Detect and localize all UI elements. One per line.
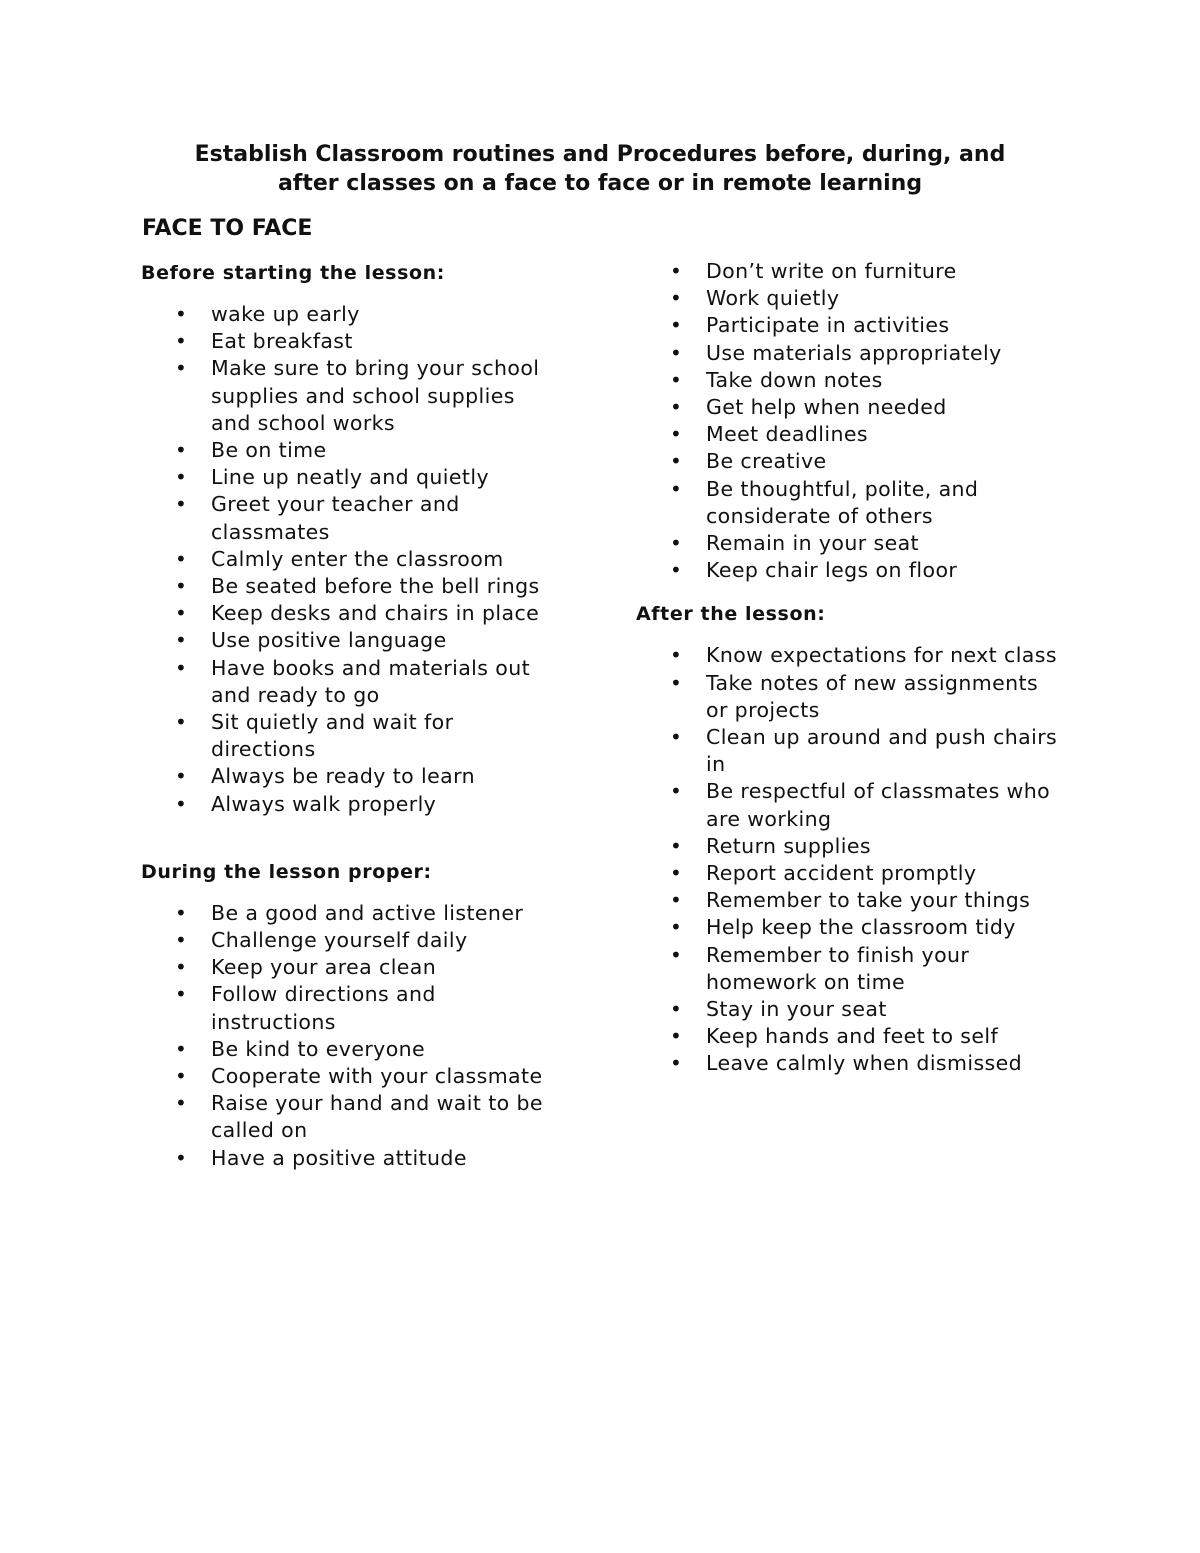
list-item: • Be a good and active listener [141, 900, 601, 927]
list-item: • Return supplies [636, 833, 1106, 860]
list-item: • Take notes of new assignments or projects [636, 670, 1106, 724]
list-item: • Keep your area clean [141, 954, 601, 981]
list-item: • Work quietly [636, 285, 1106, 312]
list-item: • Sit quietly and wait for directions [141, 709, 601, 763]
list-item: • Don’t write on furniture [636, 258, 1106, 285]
section-title: FACE TO FACE [142, 216, 313, 241]
before-list [141, 301, 601, 818]
during-list-part-2 [636, 258, 1106, 584]
list-item: • Be seated before the bell rings [141, 573, 601, 600]
right-column [636, 258, 1106, 1078]
list-item: • Challenge yourself daily [141, 927, 601, 954]
title-line-2: after classes on a face to face or in remote learning [277, 171, 923, 196]
list-item: • Clean up around and push chairs in [636, 724, 1106, 778]
list-item: • Line up neatly and quietly [141, 464, 601, 491]
left-column [141, 258, 601, 1172]
list-item: • Remain in your seat [636, 530, 1106, 557]
list-item: • Help keep the classroom tidy [636, 914, 1106, 941]
list-item: • Be creative [636, 448, 1106, 475]
list-item: • Keep hands and feet to self [636, 1023, 1106, 1050]
list-item: • Eat breakfast [141, 328, 601, 355]
list-item: • Be kind to everyone [141, 1036, 601, 1063]
list-item: • Be on time [141, 437, 601, 464]
list-item: • Have books and materials out and ready to go [141, 655, 601, 709]
list-item: • Meet deadlines [636, 421, 1106, 448]
list-item: • Report accident promptly [636, 860, 1106, 887]
list-item: • Be thoughtful, polite, and considerate of others [636, 476, 1106, 530]
document-title [100, 140, 1100, 198]
list-item: • Use materials appropriately [636, 340, 1106, 367]
list-item: • Remember to take your things [636, 887, 1106, 914]
list-item: • Get help when needed [636, 394, 1106, 421]
list-item: • Cooperate with your classmate [141, 1063, 601, 1090]
title-line-1: Establish Classroom routines and Procedures before, during, and [194, 142, 1006, 167]
list-item: • Greet your teacher and classmates [141, 491, 601, 545]
list-item: • Remember to finish your homework on time [636, 942, 1106, 996]
list-item: • Participate in activities [636, 312, 1106, 339]
list-item: • wake up early [141, 301, 601, 328]
list-item: • Calmly enter the classroom [141, 546, 601, 573]
before-heading: Before starting the lesson: [141, 262, 445, 284]
list-item: • Follow directions and instructions [141, 981, 601, 1035]
after-heading: After the lesson: [636, 603, 826, 626]
list-item: • Stay in your seat [636, 996, 1106, 1023]
after-list [636, 642, 1106, 1077]
list-item: • Raise your hand and wait to be called on [141, 1090, 601, 1144]
list-item: • Be respectful of classmates who are working [636, 778, 1106, 832]
list-item: • Take down notes [636, 367, 1106, 394]
list-item: • Always be ready to learn [141, 763, 601, 790]
list-item: • Keep desks and chairs in place [141, 600, 601, 627]
during-heading: During the lesson proper: [141, 860, 432, 883]
list-item: • Keep chair legs on floor [636, 557, 1106, 584]
list-item: • Leave calmly when dismissed [636, 1050, 1106, 1077]
list-item: • Use positive language [141, 627, 601, 654]
list-item: • Have a positive attitude [141, 1145, 601, 1172]
during-list-part-1 [141, 900, 601, 1172]
list-item: • Know expectations for next class [636, 642, 1106, 669]
list-item: • Make sure to bring your school supplies and school supplies and school works [141, 355, 601, 437]
list-item: • Always walk properly [141, 791, 601, 818]
